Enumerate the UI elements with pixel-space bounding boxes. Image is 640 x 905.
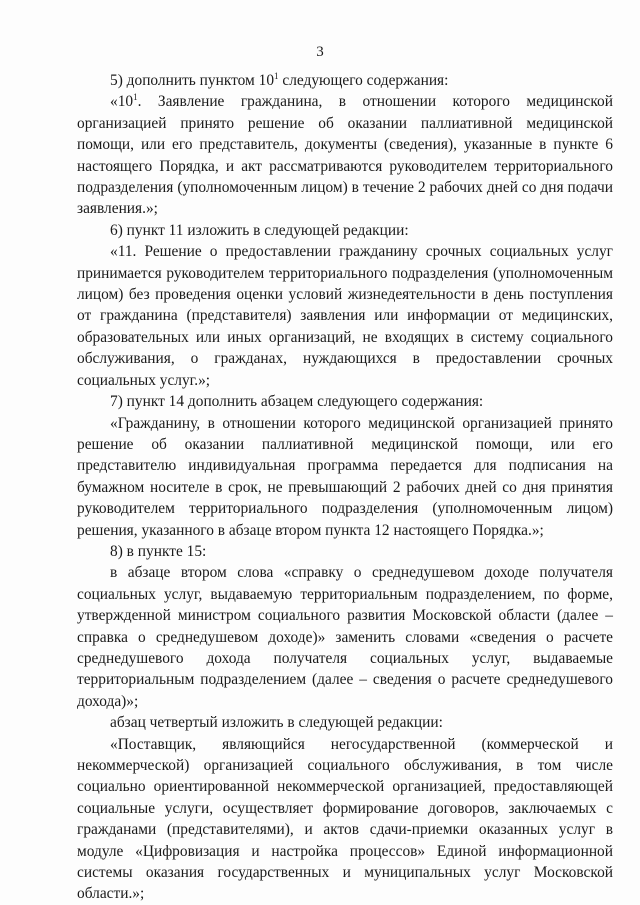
paragraph-text-after: следующего содержания: xyxy=(278,72,449,89)
paragraph-15-abzac-2: в абзаце втором слова «справку о среднедушевом доходе получателя социальных услуг, выдаваемую территориальным подразделением, по форме, утвержденной министром социального развития Московской области (далее – справка о среднедушевом доходе)» заменить словами «сведения о расчете среднедушевого дохода получателя социальных услуг, выдаваемые территориальным подразделением (далее – сведения о расчете среднедушевого дохода)»; xyxy=(77,564,613,710)
superscript: 1 xyxy=(133,92,138,103)
superscript: 1 xyxy=(274,71,279,81)
paragraph-item-6: 6) пункт 11 изложить в следующей редакции: xyxy=(110,221,409,239)
paragraph-new-14-addition: «Гражданину, в отношении которого медицинской организацией принято решение об оказании паллиативной медицинской помощи, или его представителю индивидуальная программа передается для подписания на бумажном носителе в срок, не превышающий 2 рабочих дней со дня принятия руководителем территориального подразделения (уполномоченным лицом) решения, указанного в абзаце втором пункта 12 настоящего Порядка.»; xyxy=(77,414,613,539)
paragraph-new-11: «11. Решение о предоставлении гражданину срочных социальных услуг принимается руководителем территориального подразделения (уполномоченным лицом) без проведения оценки условий жизнедеятельности в день поступления от гражданина (представителя) заявления или информации от медицинских, образовательных или иных организаций, не входящих в систему социального обслуживания, о гражданах, нуждающихся в предоставлении срочных социальных услуг.»; xyxy=(77,243,613,389)
paragraph-text: 5) дополнить пунктом 10 xyxy=(110,72,275,89)
paragraph-text: «10 xyxy=(110,93,134,111)
paragraph-item-8: 8) в пункте 15: xyxy=(110,542,207,560)
page-number: 3 xyxy=(316,44,324,60)
paragraph-item-7: 7) пункт 14 дополнить абзацем следующего содержания: xyxy=(110,393,484,411)
paragraph-15-abzac-4-intro: абзац четвертый изложить в следующей редакции: xyxy=(110,714,443,732)
paragraph-item-5 xyxy=(77,70,613,91)
paragraph-new-10-1 xyxy=(77,91,613,219)
document-body xyxy=(77,70,613,905)
paragraph-15-abzac-4-new: «Поставщик, являющийся негосударственной (коммерческой и некоммерческой) организацией социального обслуживания, в том числе социально ориентированной некоммерческой организацией, предоставляющей социальные услуги, осуществляет формирование договоров, заключаемых с гражданами (представителями), и актов сдачи-приемки оказанных услуг в модуле «Цифровизация и настройка процессов» Единой информационной системы оказания государственных и муниципальных услуг Московской области.»; xyxy=(77,735,613,903)
paragraph-text-after: . Заявление гражданина, в отношении которого медицинской организацией принято решение об оказании паллиативной медицинской помощи, или его представитель, документы (сведения), указанные в пункте 6 настоящего Порядка, и акт рассматриваются руководителем территориального подразделения (уполномоченным лицом) в течение 2 рабочих дней со дня подачи заявления.»; xyxy=(77,93,613,218)
